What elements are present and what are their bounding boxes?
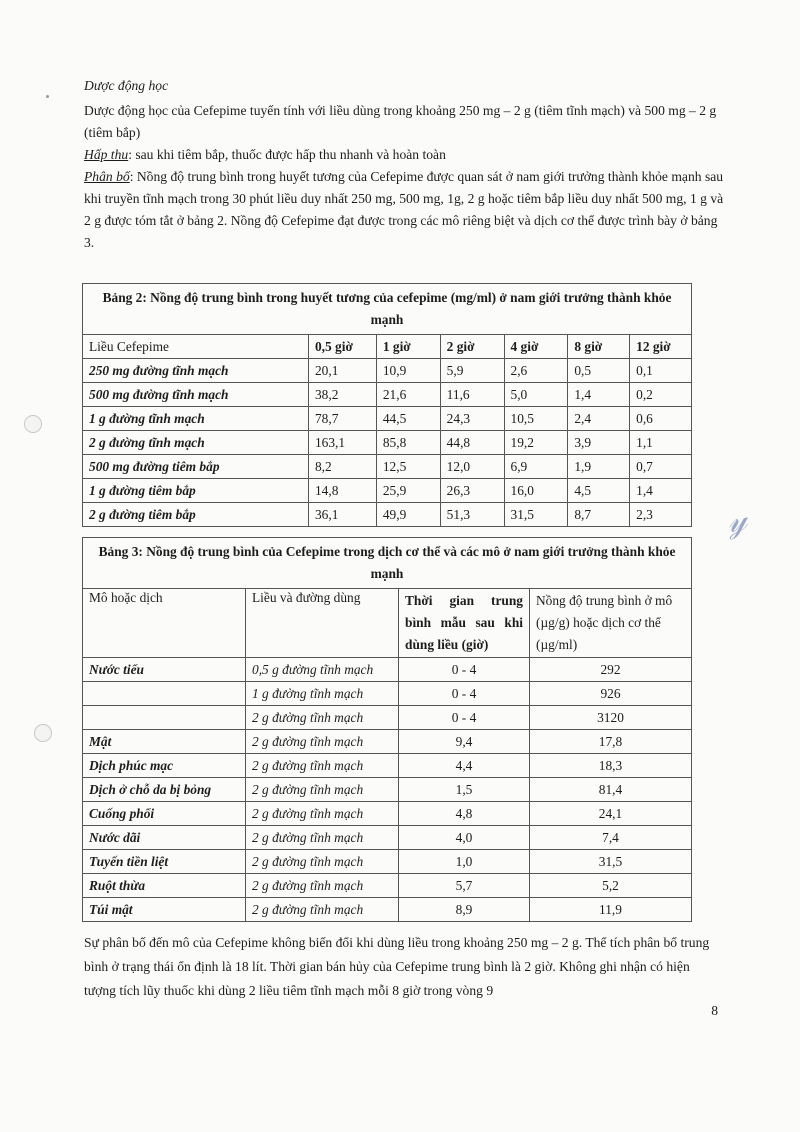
scan-speck — [46, 95, 49, 98]
time-cell: 1,5 — [399, 778, 530, 802]
punch-hole — [24, 415, 42, 433]
value-cell: 163,1 — [308, 431, 376, 455]
table-row — [83, 850, 692, 874]
section-title — [84, 78, 168, 94]
tissue-cell: Túi mật — [83, 898, 246, 922]
handwritten-mark: 𝓎 — [723, 498, 751, 542]
table2-header-row — [83, 335, 692, 359]
table3-header-row — [83, 589, 692, 658]
time-cell: 4,8 — [399, 802, 530, 826]
table-row — [83, 730, 692, 754]
value-cell: 8,2 — [308, 455, 376, 479]
value-cell: 21,6 — [376, 383, 440, 407]
table-row — [83, 802, 692, 826]
conc-cell: 7,4 — [530, 826, 692, 850]
conc-cell: 31,5 — [530, 850, 692, 874]
plasma-concentration-table — [82, 283, 692, 527]
route-cell: 2 g đường tĩnh mạch — [246, 826, 399, 850]
value-cell: 4,5 — [568, 479, 630, 503]
tissue-cell: Mật — [83, 730, 246, 754]
value-cell: 0,6 — [630, 407, 692, 431]
value-cell: 5,0 — [504, 383, 568, 407]
tissue-cell: Nước dãi — [83, 826, 246, 850]
absorption-paragraph — [84, 144, 724, 166]
table-row — [83, 754, 692, 778]
table-row — [83, 455, 692, 479]
value-cell: 51,3 — [440, 503, 504, 527]
route-cell: 1 g đường tĩnh mạch — [246, 682, 399, 706]
value-cell: 14,8 — [308, 479, 376, 503]
table-row — [83, 826, 692, 850]
value-cell: 19,2 — [504, 431, 568, 455]
value-cell: 1,4 — [630, 479, 692, 503]
dose-cell: 250 mg đường tĩnh mạch — [83, 359, 309, 383]
time-cell: 0 - 4 — [399, 658, 530, 682]
value-cell: 0,1 — [630, 359, 692, 383]
value-cell: 10,5 — [504, 407, 568, 431]
value-cell: 26,3 — [440, 479, 504, 503]
value-cell: 16,0 — [504, 479, 568, 503]
value-cell: 0,5 — [568, 359, 630, 383]
value-cell: 2,4 — [568, 407, 630, 431]
dose-cell: 500 mg đường tĩnh mạch — [83, 383, 309, 407]
table-row — [83, 706, 692, 730]
table-row — [83, 431, 692, 455]
value-cell: 24,3 — [440, 407, 504, 431]
tissue-cell: Nước tiểu — [83, 658, 246, 682]
value-cell: 8,7 — [568, 503, 630, 527]
table-row — [83, 503, 692, 527]
table2-header: 12 giờ — [630, 335, 692, 359]
conc-cell: 292 — [530, 658, 692, 682]
distribution-label: Phân bố — [84, 169, 130, 184]
value-cell: 0,7 — [630, 455, 692, 479]
conc-cell: 17,8 — [530, 730, 692, 754]
tissue-cell — [83, 682, 246, 706]
dose-cell: 1 g đường tiêm bắp — [83, 479, 309, 503]
tissue-cell — [83, 706, 246, 730]
table2-header: Liều Cefepime — [83, 335, 309, 359]
dose-cell: 500 mg đường tiêm bắp — [83, 455, 309, 479]
punch-hole — [34, 724, 52, 742]
conc-cell: 11,9 — [530, 898, 692, 922]
table-row — [83, 874, 692, 898]
table3-header: Nồng độ trung bình ở mô (µg/g) hoặc dịch cơ thể (µg/ml) — [530, 589, 692, 658]
closing-paragraph: Sự phân bố đến mô của Cefepime không biến đổi khi dùng liều trong khoảng 250 mg – 2 g. Thể tích phân bố trung bình ở trạng thái ổn định là 18 lít. Thời gian bán hủy của Cefepime trung bình là 2 giờ. Không ghi nhận có hiện tượng tích lũy thuốc khi dùng 2 liều tiêm tĩnh mạch mỗi 8 giờ trong vòng 9 — [84, 935, 710, 998]
time-cell: 5,7 — [399, 874, 530, 898]
value-cell: 0,2 — [630, 383, 692, 407]
time-cell: 1,0 — [399, 850, 530, 874]
table2-caption: Bảng 2: Nồng độ trung bình trong huyết tương của cefepime (mg/ml) ở nam giới trưởng thành khỏe mạnh — [83, 284, 692, 335]
tissue-concentration-table — [82, 537, 692, 922]
absorption-label: Hấp thu — [84, 147, 129, 162]
value-cell: 2,3 — [630, 503, 692, 527]
time-cell: 9,4 — [399, 730, 530, 754]
table2-header: 0,5 giờ — [308, 335, 376, 359]
value-cell: 20,1 — [308, 359, 376, 383]
value-cell: 2,6 — [504, 359, 568, 383]
table3-header: Mô hoặc dịch — [83, 589, 246, 658]
table3-header: Liều và đường dùng — [246, 589, 399, 658]
intro-paragraph: Dược động học của Cefepime tuyến tính với liều dùng trong khoảng 250 mg – 2 g (tiêm tĩnh mạch) và 500 mg – 2 g (tiêm bắp) — [84, 103, 717, 140]
table2-header: 2 giờ — [440, 335, 504, 359]
tissue-cell: Cuống phổi — [83, 802, 246, 826]
table-row — [83, 658, 692, 682]
value-cell: 1,9 — [568, 455, 630, 479]
distribution-paragraph — [84, 166, 726, 254]
route-cell: 2 g đường tĩnh mạch — [246, 754, 399, 778]
value-cell: 38,2 — [308, 383, 376, 407]
page-number: 8 — [711, 1003, 718, 1018]
time-cell: 8,9 — [399, 898, 530, 922]
value-cell: 44,8 — [440, 431, 504, 455]
value-cell: 3,9 — [568, 431, 630, 455]
conc-cell: 18,3 — [530, 754, 692, 778]
tissue-cell: Dịch phúc mạc — [83, 754, 246, 778]
table-row — [83, 898, 692, 922]
tissue-cell: Tuyến tiền liệt — [83, 850, 246, 874]
route-cell: 2 g đường tĩnh mạch — [246, 850, 399, 874]
route-cell: 0,5 g đường tĩnh mạch — [246, 658, 399, 682]
conc-cell: 5,2 — [530, 874, 692, 898]
table-row — [83, 359, 692, 383]
tissue-cell: Ruột thừa — [83, 874, 246, 898]
table2-header: 4 giờ — [504, 335, 568, 359]
route-cell: 2 g đường tĩnh mạch — [246, 802, 399, 826]
table3-caption: Bảng 3: Nồng độ trung bình của Cefepime trong dịch cơ thể và các mô ở nam giới trưởng thành khỏe mạnh — [83, 538, 692, 589]
table-row — [83, 479, 692, 503]
value-cell: 36,1 — [308, 503, 376, 527]
dose-cell: 2 g đường tĩnh mạch — [83, 431, 309, 455]
tissue-cell: Dịch ở chỗ da bị bỏng — [83, 778, 246, 802]
table-row — [83, 778, 692, 802]
section-title-text: Dược động học — [84, 78, 169, 93]
value-cell: 12,0 — [440, 455, 504, 479]
distribution-text: : Nồng độ trung bình trong huyết tương của Cefepime được quan sát ở nam giới trưởng thành khỏe mạnh sau khi truyền tĩnh mạch trong 30 phút liều duy nhất 250 mg, 500 mg, 1g, 2 g hoặc tiêm bắp liều duy nhất 500 mg, 1 g và 2 g được tóm tắt ở bảng 2. Nồng độ Cefepime đạt được trong các mô riêng biệt và dịch cơ thể được trình bày ở bảng 3. — [84, 169, 724, 250]
absorption-text: : sau khi tiêm bắp, thuốc được hấp thu nhanh và hoàn toàn — [128, 147, 446, 162]
value-cell: 11,6 — [440, 383, 504, 407]
value-cell: 31,5 — [504, 503, 568, 527]
conc-cell: 24,1 — [530, 802, 692, 826]
time-cell: 0 - 4 — [399, 706, 530, 730]
table-row — [83, 682, 692, 706]
value-cell: 1,4 — [568, 383, 630, 407]
route-cell: 2 g đường tĩnh mạch — [246, 778, 399, 802]
value-cell: 78,7 — [308, 407, 376, 431]
conc-cell: 3120 — [530, 706, 692, 730]
table3-header: Thời gian trung bình mẫu sau khi dùng liều (giờ) — [399, 589, 530, 658]
conc-cell: 926 — [530, 682, 692, 706]
dose-cell: 2 g đường tiêm bắp — [83, 503, 309, 527]
table-row — [83, 383, 692, 407]
route-cell: 2 g đường tĩnh mạch — [246, 874, 399, 898]
dose-cell: 1 g đường tĩnh mạch — [83, 407, 309, 431]
value-cell: 10,9 — [376, 359, 440, 383]
value-cell: 85,8 — [376, 431, 440, 455]
time-cell: 4,0 — [399, 826, 530, 850]
table2-header: 1 giờ — [376, 335, 440, 359]
value-cell: 6,9 — [504, 455, 568, 479]
route-cell: 2 g đường tĩnh mạch — [246, 706, 399, 730]
route-cell: 2 g đường tĩnh mạch — [246, 898, 399, 922]
value-cell: 1,1 — [630, 431, 692, 455]
value-cell: 44,5 — [376, 407, 440, 431]
value-cell: 49,9 — [376, 503, 440, 527]
conc-cell: 81,4 — [530, 778, 692, 802]
time-cell: 4,4 — [399, 754, 530, 778]
value-cell: 5,9 — [440, 359, 504, 383]
route-cell: 2 g đường tĩnh mạch — [246, 730, 399, 754]
table-row — [83, 407, 692, 431]
time-cell: 0 - 4 — [399, 682, 530, 706]
value-cell: 25,9 — [376, 479, 440, 503]
value-cell: 12,5 — [376, 455, 440, 479]
table2-header: 8 giờ — [568, 335, 630, 359]
